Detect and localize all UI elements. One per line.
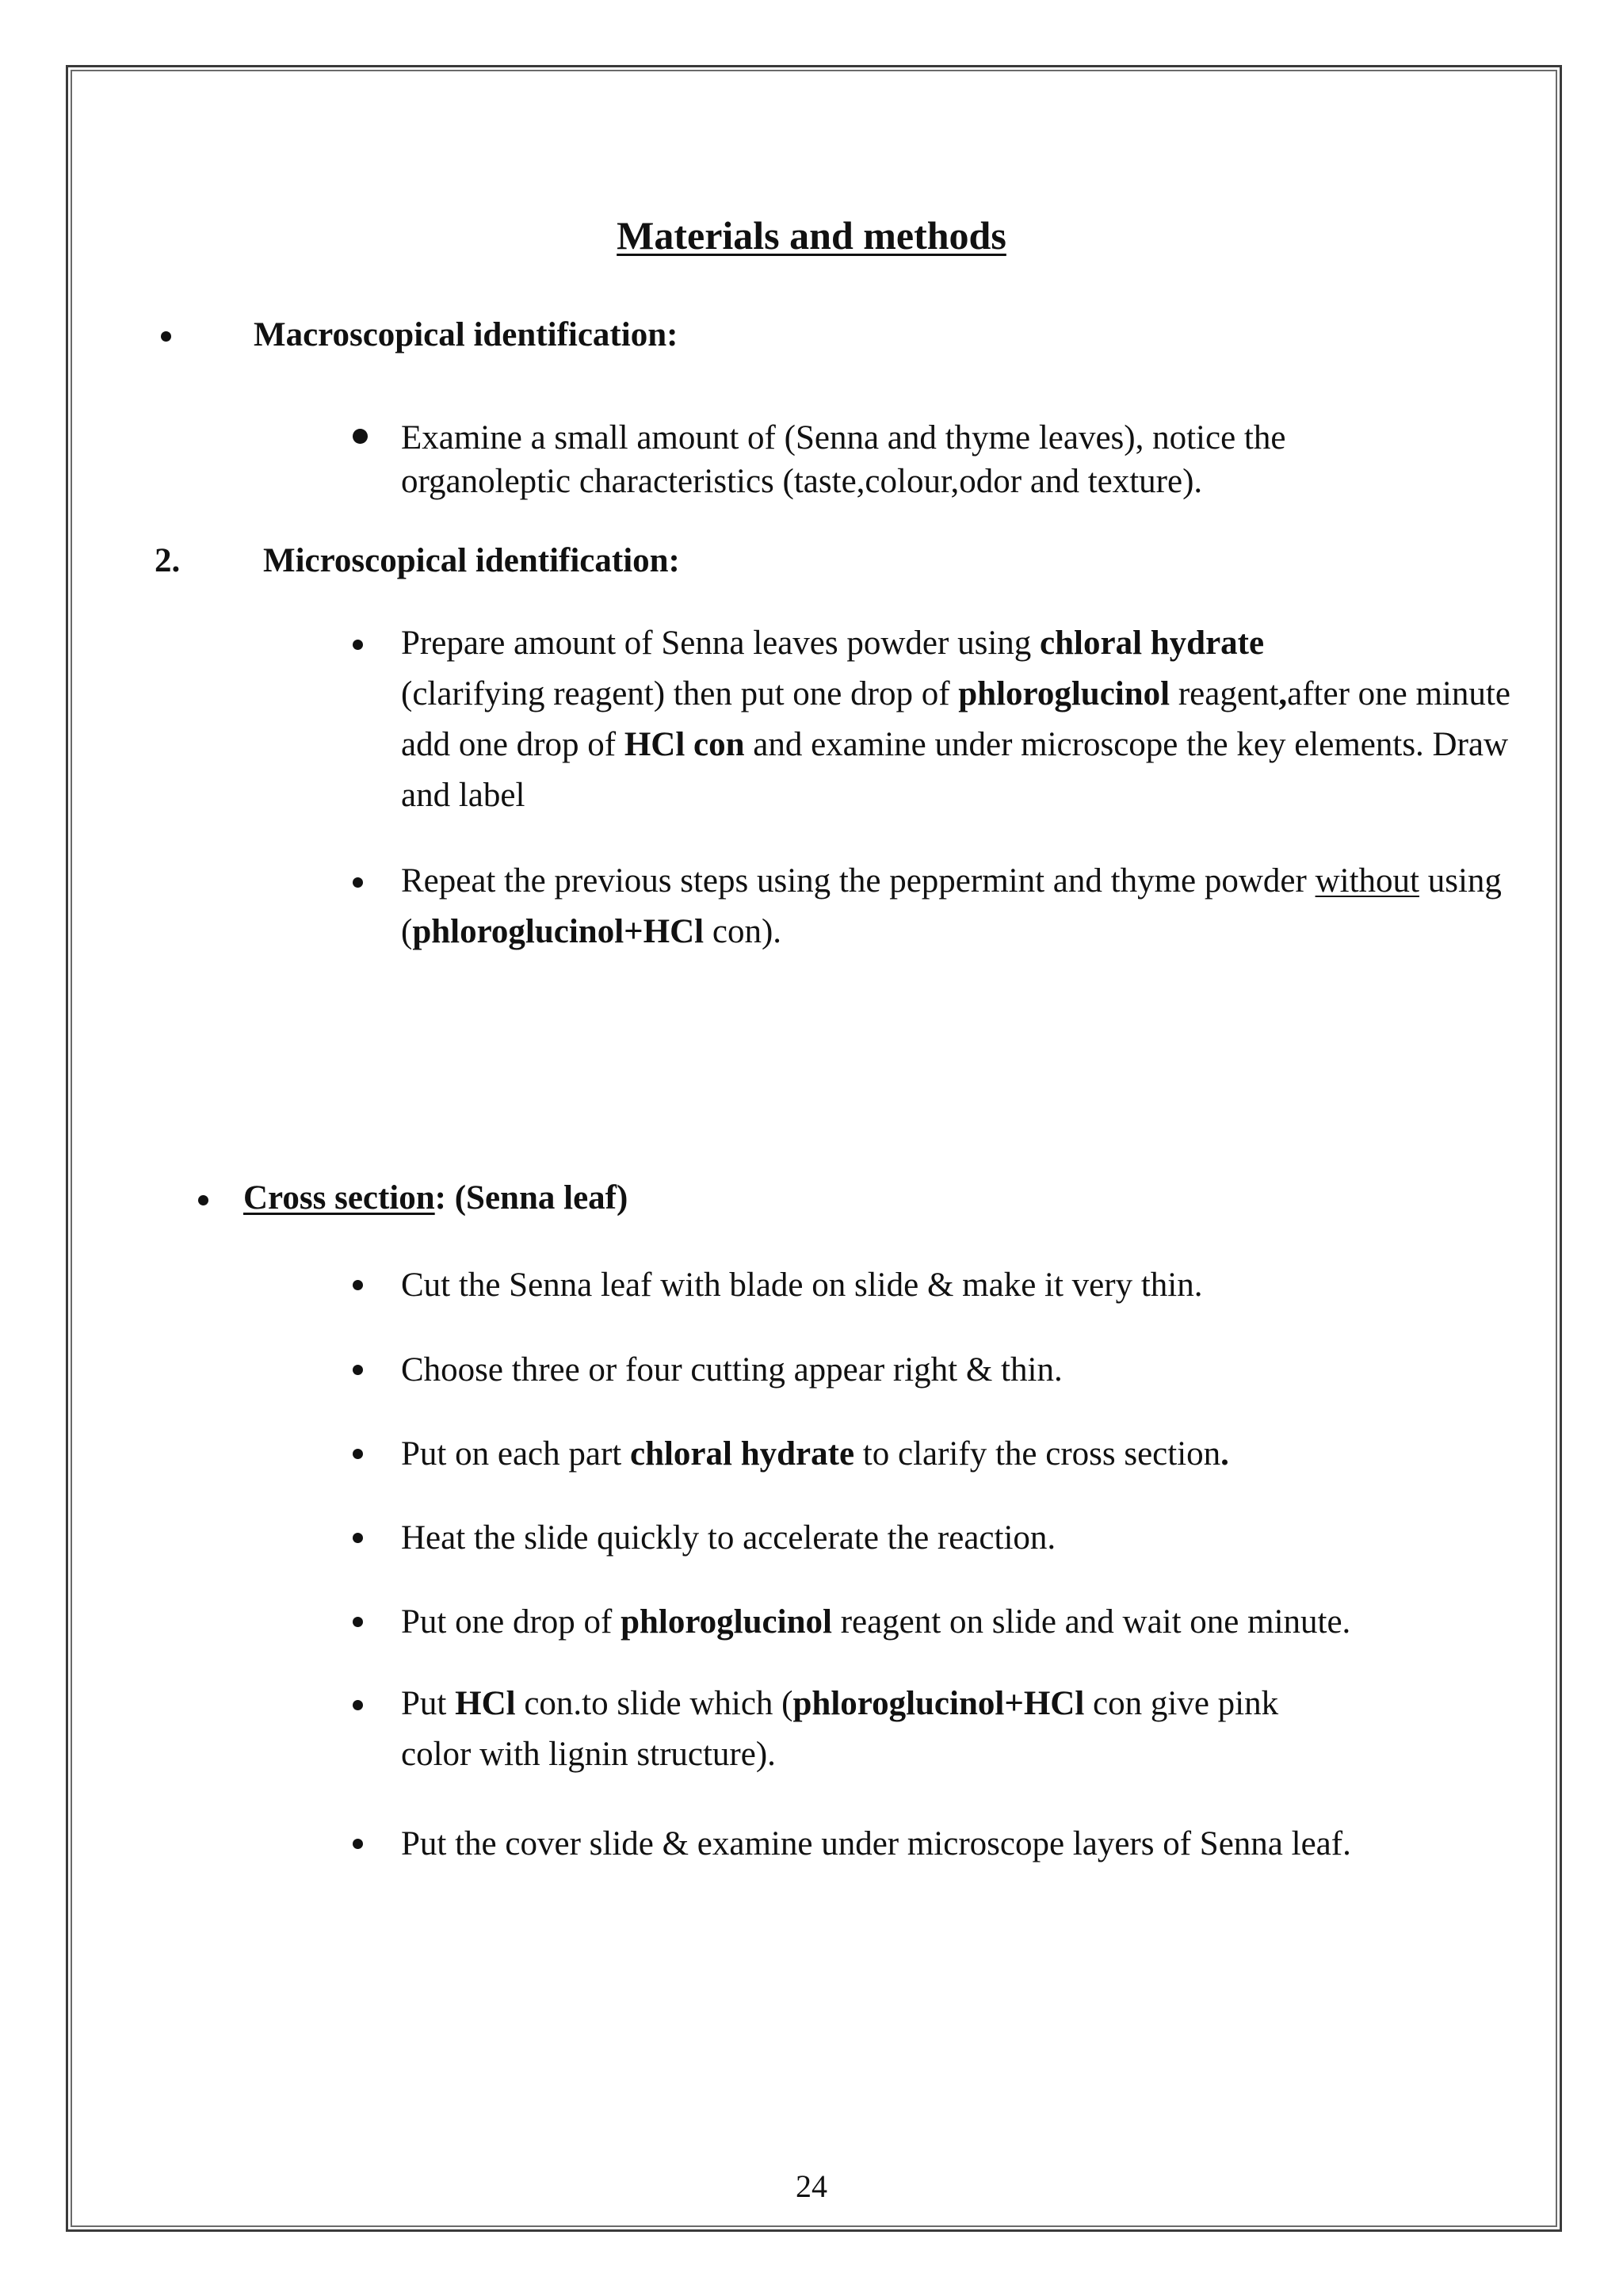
text-run: using ( — [401, 862, 1502, 950]
bold-term: phloroglucinol+HCl — [792, 1685, 1085, 1722]
bullet-icon — [161, 331, 171, 342]
cross-item-1 — [401, 1260, 1202, 1311]
page-border-inner — [71, 70, 1557, 2227]
text-run: con give pink — [1084, 1685, 1279, 1722]
cross-item-4: Heat the slide quickly to accelerate the reaction. — [401, 1519, 1056, 1557]
bold-term: HCl — [455, 1685, 516, 1722]
bold-term: . — [1220, 1435, 1229, 1473]
macro-heading: Macroscopical identification: — [254, 316, 678, 353]
bullet-icon — [353, 1700, 363, 1710]
text-run: to clarify the cross section — [854, 1435, 1221, 1473]
bullet-icon — [353, 877, 363, 888]
micro-number: 2. — [155, 542, 181, 579]
text-run: Prepare amount of Senna leaves powder using — [401, 625, 1041, 662]
cross-section-heading — [243, 1179, 628, 1217]
text-run: Put — [401, 1685, 456, 1722]
cross-item-2: Choose three or four cutting appear right & thin. — [401, 1351, 1063, 1389]
bold-term: chloral hydrate — [629, 1435, 855, 1473]
text-run: Put on each part — [401, 1435, 630, 1473]
bullet-icon — [353, 640, 363, 650]
text-run: reagent — [1170, 675, 1279, 712]
bullet-icon — [353, 1449, 363, 1459]
bold-term: phloroglucinol+HCl — [412, 913, 705, 950]
bullet-icon — [353, 1617, 363, 1627]
text-run: con.to slide which ( — [515, 1685, 793, 1722]
micro-heading: Microscopical identification: — [263, 542, 680, 579]
bold-term: HCl con — [624, 726, 745, 763]
text-run: (clarifying reagent) then put one drop of — [401, 675, 959, 712]
text-run: after one minute add one drop of — [401, 675, 1510, 763]
bold-term: phloroglucinol — [958, 675, 1170, 712]
cross-section-subject: : (Senna leaf) — [434, 1179, 628, 1217]
bold-term: phloroglucinol — [621, 1603, 832, 1641]
page-title: Materials and methods — [617, 213, 1006, 258]
text-run: on slide and wait one minute. — [949, 1603, 1351, 1641]
text-run: Repeat the previous steps using the peppermint and thyme powder — [401, 862, 1316, 900]
bullet-icon — [353, 1365, 363, 1375]
text-run: Cut the Senna leaf — [401, 1266, 652, 1304]
text-run: con). — [704, 913, 782, 950]
bold-term: , — [1278, 675, 1288, 712]
text-run: reagent — [831, 1603, 949, 1641]
bold-term: chloral hydrate — [1040, 625, 1265, 662]
macro-item-line2: organoleptic characteristics (taste,colour,odor and texture). — [401, 463, 1203, 500]
bullet-icon — [353, 1839, 363, 1849]
micro-item-2 — [401, 856, 1550, 957]
cross-item-7: Put the cover slide & examine under microscope layers of Senna leaf. — [401, 1825, 1351, 1862]
cross-item-5 — [401, 1597, 1350, 1648]
bullet-icon — [353, 1280, 363, 1290]
bullet-icon — [353, 1533, 363, 1543]
bullet-icon — [353, 429, 368, 444]
bullet-icon — [198, 1195, 208, 1205]
text-run: and examine under microscope the key elements. Draw and label — [401, 726, 1509, 814]
macro-item-line1: Examine a small amount of (Senna and thyme leaves), notice the — [401, 419, 1286, 457]
text-run: Put one drop of — [401, 1603, 621, 1641]
cross-section-label: Cross section — [243, 1179, 435, 1217]
text-run: color with lignin structure). — [401, 1736, 776, 1773]
cross-item-6 — [401, 1679, 1550, 1780]
cross-item-3 — [401, 1429, 1229, 1480]
text-run: with blade on slide & make it very thin. — [651, 1266, 1203, 1304]
page-number: 24 — [796, 2168, 827, 2204]
micro-item-1 — [401, 618, 1550, 821]
underlined-word: without — [1315, 862, 1419, 900]
